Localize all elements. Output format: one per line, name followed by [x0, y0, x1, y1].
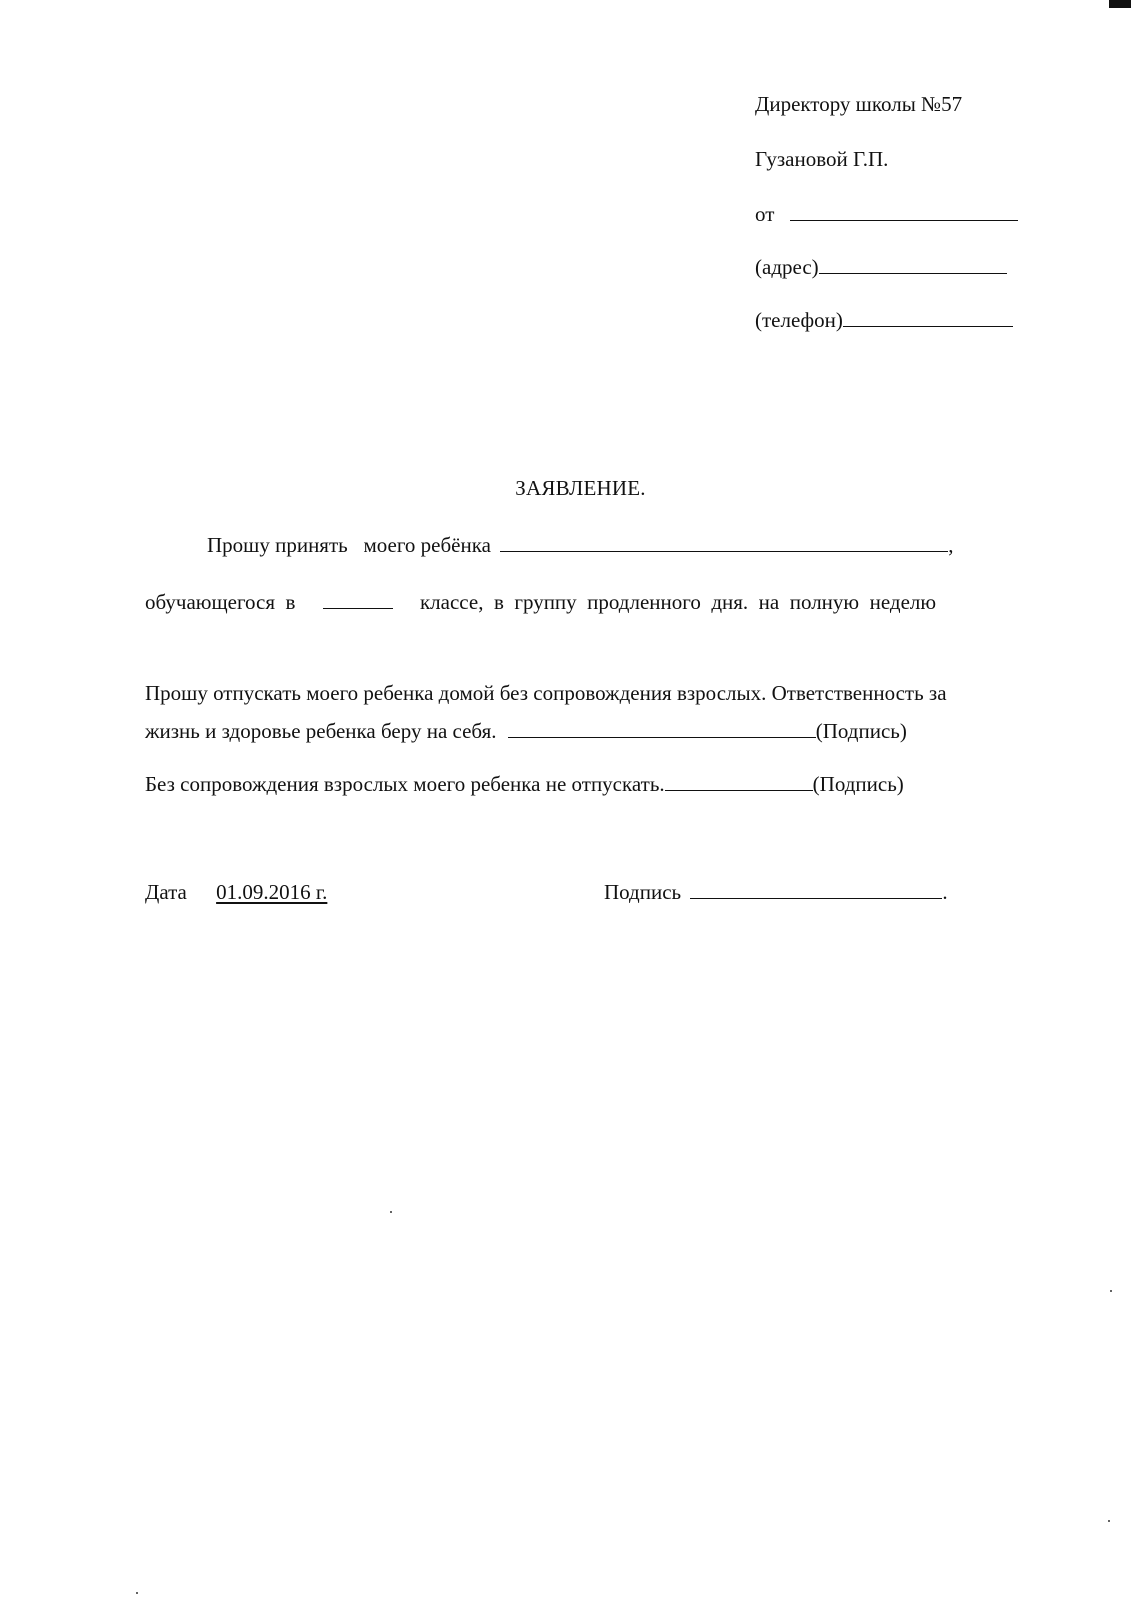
- from-label: от: [755, 202, 775, 226]
- addressee-name: Гузановой Г.П.: [755, 147, 889, 171]
- no-release-line: [145, 772, 904, 797]
- address-line: [755, 255, 1007, 280]
- date-value: 01.09.2016 г.: [216, 880, 328, 904]
- document-title: ЗАЯВЛЕНИЕ.: [515, 476, 646, 500]
- release-text-2: жизнь и здоровье ребенка беру на себя.: [145, 719, 497, 743]
- signature-label-1: (Подпись): [815, 719, 907, 743]
- date-label: Дата: [145, 880, 187, 904]
- phone-blank: [843, 308, 1013, 327]
- signature-blank-1: [508, 719, 816, 738]
- request-prefix: Прошу принять моего ребёнка: [207, 533, 491, 557]
- child-name-blank: [500, 533, 948, 552]
- scan-speck: [1108, 1520, 1110, 1522]
- release-line-1: Прошу отпускать моего ребенка домой без сопровождения взрослых. Ответственность за: [145, 681, 947, 705]
- phone-line: [755, 308, 1013, 333]
- scan-speck: [1110, 1290, 1112, 1292]
- class-line: [145, 590, 936, 615]
- class-text: классе, в группу продленного дня. на полную неделю: [419, 590, 937, 614]
- footer-signature-block: [604, 880, 948, 905]
- from-line: [755, 202, 1018, 227]
- scan-speck: [390, 1211, 392, 1213]
- phone-label: (телефон): [755, 308, 843, 332]
- scan-corner-mark: [1109, 0, 1131, 8]
- request-line: [207, 533, 953, 558]
- class-number-blank: [323, 590, 393, 609]
- address-blank: [819, 255, 1007, 274]
- signature-blank-2: [665, 772, 813, 791]
- footer-signature-label: Подпись: [604, 880, 682, 904]
- from-blank: [790, 202, 1018, 221]
- addressee-director: Директору школы №57: [755, 92, 963, 116]
- address-label: (адрес): [755, 255, 819, 279]
- date-block: [145, 880, 327, 905]
- studying-label: обучающегося в: [145, 590, 296, 614]
- signature-label-2: (Подпись): [812, 772, 904, 796]
- footer-signature-blank: [690, 880, 942, 899]
- request-suffix: ,: [948, 533, 954, 557]
- scan-speck: [136, 1592, 138, 1594]
- footer-signature-suffix: .: [942, 880, 948, 904]
- no-release-text: Без сопровождения взрослых моего ребенка не отпускать.: [145, 772, 665, 796]
- release-line-2: [145, 719, 907, 744]
